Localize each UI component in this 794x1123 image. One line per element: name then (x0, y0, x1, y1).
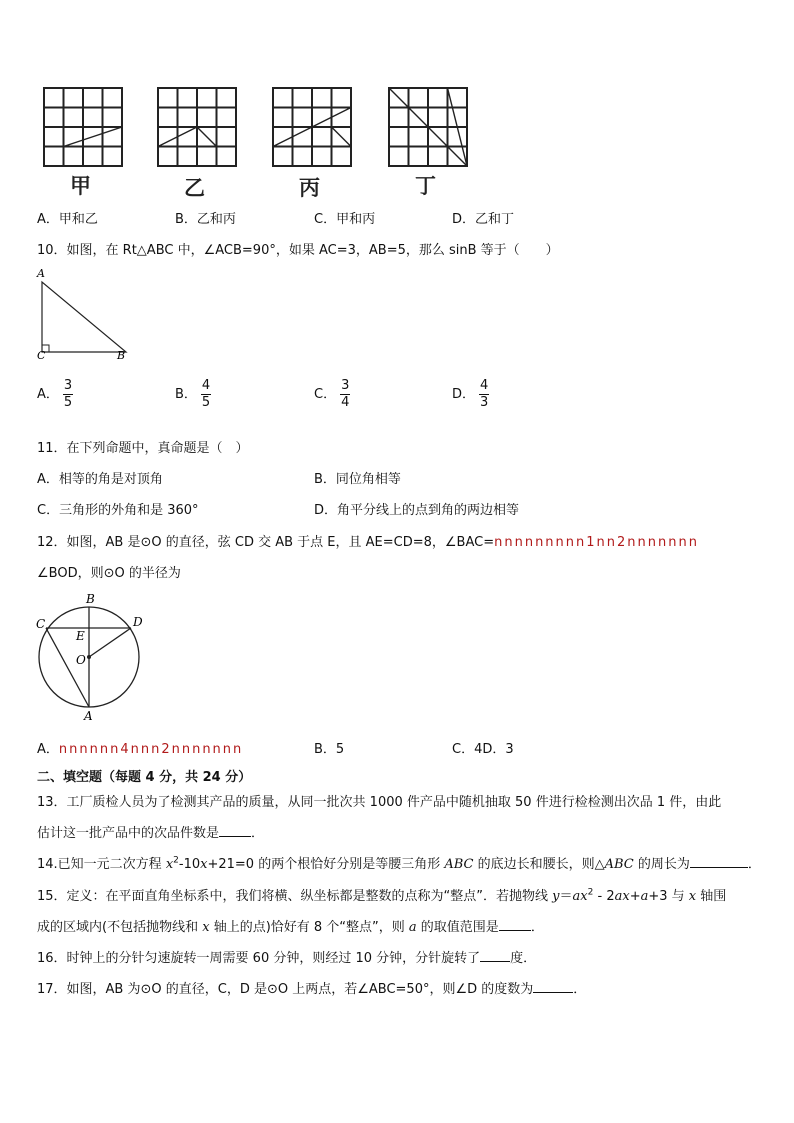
grid-figure-ding (388, 87, 468, 167)
q17-line: 17．如图，AB 为⊙O 的直径，C，D 是⊙O 上两点，若∠ABC=50°，则∠D 的度数为 ． (37, 982, 587, 997)
q12-garbled-text: nnnnnnnnn1nn2nnnnnnn (494, 535, 699, 550)
section-heading: 二、填空题（每题 4 分，共 24 分） (37, 770, 252, 785)
q12-label-b: B (86, 592, 95, 606)
q16-line: 16．时钟上的分针匀速旋转一周需要 60 分钟，则经过 10 分钟，分针旋转了 度． (37, 951, 537, 966)
figure-label-bing: 丙 (299, 176, 320, 200)
answer-blank (219, 824, 251, 837)
q9-option-d: D．乙和丁 (452, 212, 515, 227)
q10-stem: 10．如图，在 Rt△ABC 中，∠ACB=90°，如果 AC=3，AB=5，那么 sinB 等于（ ） (37, 243, 559, 258)
answer-blank (499, 918, 531, 931)
grid-figure-bing (272, 87, 352, 167)
q12-label-o: O (76, 653, 86, 667)
q11-option-a: A．相等的角是对顶角 (37, 472, 163, 487)
q11-stem: 11．在下列命题中，真命题是（ ） (37, 441, 249, 456)
q12-option-cd: C．4D．3 (452, 742, 514, 757)
figure-label-jia: 甲 (70, 174, 91, 198)
answer-blank (690, 855, 748, 868)
fraction: $\frac{4}{5}$ (201, 378, 211, 410)
figure-label-ding: 丁 (415, 174, 436, 198)
q9-option-a: A．甲和乙 (37, 212, 98, 227)
q11-option-b: B．同位角相等 (314, 472, 401, 487)
q10-option-b: B． $\frac{4}{5}$ (175, 378, 211, 410)
q12-option-a-garbled: nnnnnn4nnn2nnnnnnn (58, 742, 244, 757)
q12-stem: 12．如图，AB 是⊙O 的直径，弦 CD 交 AB 于点 E，且 AE=CD=8，∠BAC=nnnnnnnnn1nn2nnnnnnn (37, 535, 699, 550)
q12-option-b: B．5 (314, 742, 345, 757)
figure-label-yi: 乙 (184, 176, 205, 200)
q12-stem-line2: ∠BOD，则⊙O 的半径为 (37, 566, 181, 581)
q12-label-c: C (36, 617, 46, 631)
q12-option-a: A．nnnnnn4nnn2nnnnnnn (37, 742, 244, 757)
grid-figure-yi (157, 87, 237, 167)
q13-line1: 13．工厂质检人员为了检测其产品的质量，从同一批次共 1000 件产品中随机抽取 50 件进行检检测出次品 1 件，由此 (37, 795, 722, 810)
q11-option-c: C．三角形的外角和是 360° (37, 503, 199, 518)
q12-circle-figure (32, 590, 152, 725)
q10-triangle-figure (34, 266, 134, 361)
q12-label-e: E (76, 629, 85, 643)
grid-figure-jia (43, 87, 123, 167)
q9-option-b: B．乙和丙 (175, 212, 236, 227)
q10-label-a: A (37, 267, 45, 280)
q12-label-d: D (133, 615, 143, 629)
fraction: $\frac{3}{4}$ (341, 378, 350, 410)
fraction: $\frac{4}{3}$ (480, 378, 489, 410)
q13-line2: 估计这一批产品中的次品件数是 ． (37, 826, 265, 841)
answer-blank (533, 980, 573, 993)
q11-option-d: D．角平分线上的点到角的两边相等 (314, 503, 520, 518)
q12-label-a: A (84, 709, 93, 723)
q9-option-c: C．甲和丙 (314, 212, 376, 227)
answer-blank (480, 949, 510, 962)
q10-label-b: B (117, 349, 126, 361)
q14-line: 14.已知一元二次方程 $x^2-10x+21=0$ 的两个根恰好分别是等腰三角形 ABC 的底边长和腰长，则△ABC 的周长为 ． (37, 855, 761, 872)
q15-line2: 成的区域内(不包括抛物线和 x 轴上的点)恰好有 8 个“整点”，则 a 的取值范围是 ． (37, 920, 544, 935)
q15-line1: 15．定义：在平面直角坐标系中，我们将横、纵坐标都是整数的点称为“整点”．若抛物线 $y=ax^2 - 2ax+a+3$ 与 x 轴围 (37, 887, 727, 904)
q10-label-c: C (37, 349, 46, 361)
q10-option-d: D． $\frac{4}{3}$ (452, 378, 489, 410)
q10-option-a: A． $\frac{3}{5}$ (37, 378, 73, 410)
q10-option-c: C． $\frac{3}{4}$ (314, 378, 350, 410)
fraction: $\frac{3}{5}$ (63, 378, 73, 410)
